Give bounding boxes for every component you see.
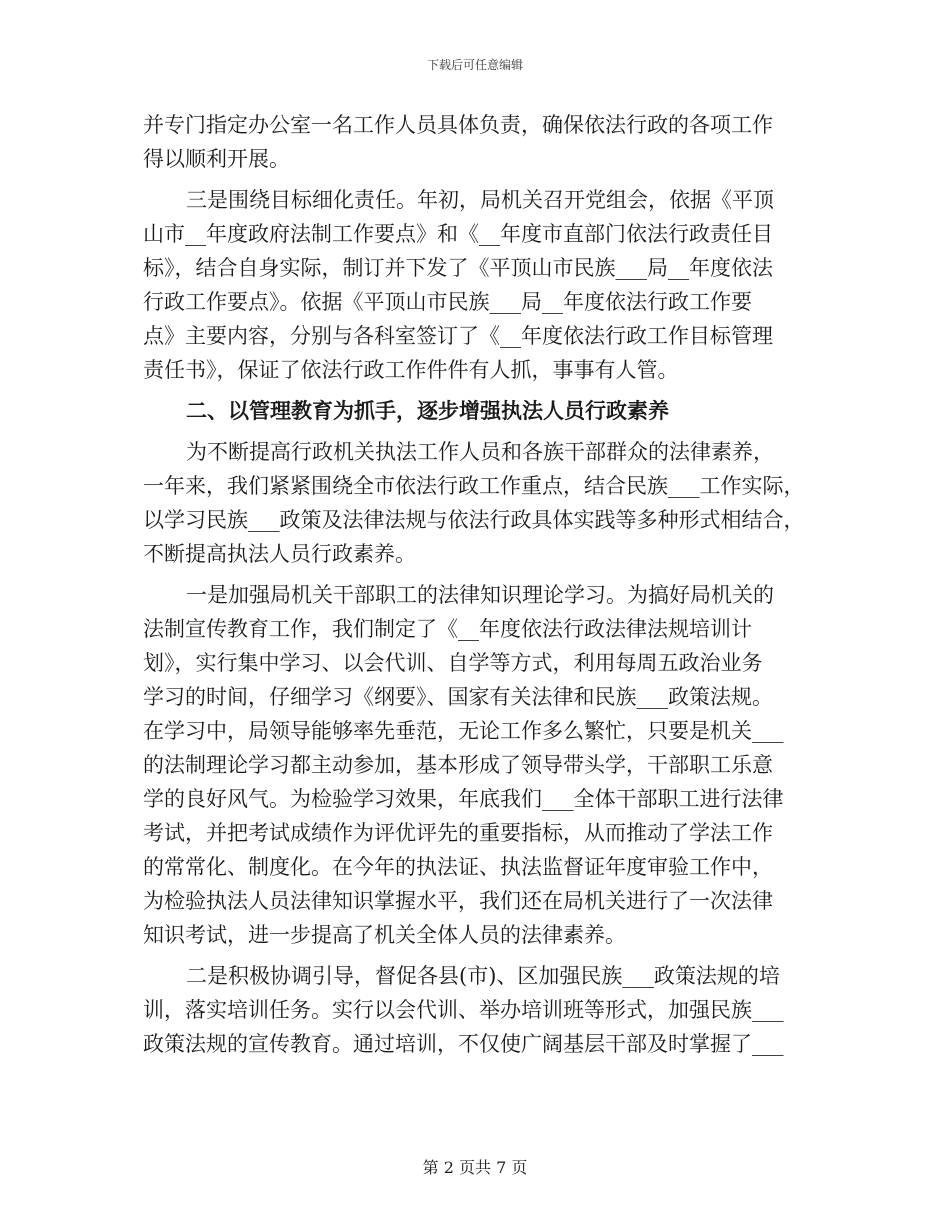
paragraph-gap (143, 428, 815, 435)
section-heading: 二、以管理教育为抓手，逐步增强执法人员行政素养 (186, 398, 669, 423)
text-line: 为检验执法人员法律知识掌握水平，我们还在局机关进行了一次法律 (143, 889, 773, 913)
paragraph-gap (143, 571, 815, 578)
text-line: 三是围绕目标细化责任。年初，局机关召开党组会，依据《平顶 (186, 188, 774, 212)
text-line: 以学习民族___政策及法律法规与依法行政具体实践等多种形式相结合， (143, 508, 805, 532)
paragraph-gap (143, 952, 815, 959)
text-line: 一年来，我们紧紧围绕全市依法行政工作重点，结合民族___工作实际， (143, 474, 805, 498)
paragraph-gap (143, 176, 815, 183)
page-footer: 第 2 页共 7 页 (422, 1158, 528, 1177)
text-line: 不断提高执法人员行政素养。 (143, 542, 416, 566)
text-line: 法制宣传教育工作，我们制定了《__年度依法行政法律法规培训计 (143, 617, 752, 641)
page-header-note: 下载后可任意编辑 (426, 58, 523, 72)
text-line: 学习的时间，仔细学习《纲要》、国家有关法律和民族___政策法规。 (143, 685, 773, 709)
text-line: 知识考试，进一步提高了机关全体人员的法律素养。 (143, 923, 626, 947)
text-line: 的法制理论学习都主动参加，基本形成了领导带头学，干部职工乐意 (143, 753, 773, 777)
text-line: 二是积极协调引导，督促各县(市)、区加强民族___政策法规的培 (186, 964, 780, 988)
paragraph-gap (143, 387, 815, 394)
text-line: 训，落实培训任务。实行以会代训、举办培训班等形式，加强民族___ (143, 998, 784, 1022)
text-line: 山市__年度政府法制工作要点》和《__年度市直部门依法行政责任目 (143, 222, 773, 246)
text-line: 得以顺利开展。 (143, 147, 290, 171)
text-line: 点》主要内容，分别与各科室签订了《__年度依法行政工作目标管理 (143, 324, 773, 348)
text-line: 考试，并把考试成绩作为评优评先的重要指标，从而推动了学法工作 (143, 821, 773, 845)
text-line: 为不断提高行政机关执法工作人员和各族干部群众的法律素养， (186, 440, 774, 464)
text-line: 一是加强局机关干部职工的法律知识理论学习。为搞好局机关的 (186, 583, 774, 607)
text-line: 划》，实行集中学习、以会代训、自学等方式，利用每周五政治业务 (143, 651, 763, 675)
text-line: 标》，结合自身实际，制订并下发了《平顶山市民族___局__年度依法 (143, 256, 773, 280)
text-line: 责任书》，保证了依法行政工作件件有人抓，事事有人管。 (143, 358, 679, 382)
text-line: 在学习中，局领导能够率先垂范，无论工作多么繁忙，只要是机关___ (143, 719, 784, 743)
text-line: 政策法规的宣传教育。通过培训，不仅使广阔基层干部及时掌握了___ (143, 1032, 784, 1056)
text-line: 的常常化、制度化。在今年的执法证、执法监督证年度审验工作中， (143, 855, 773, 879)
document-body (143, 108, 815, 1061)
text-line: 学的良好风气。为检验学习效果，年底我们___全体干部职工进行法律 (143, 787, 784, 811)
text-line: 并专门指定办公室一名工作人员具体负责，确保依法行政的各项工作 (143, 113, 773, 137)
text-line: 行政工作要点》。依据《平顶山市民族___局__年度依法行政工作要 (143, 290, 752, 314)
